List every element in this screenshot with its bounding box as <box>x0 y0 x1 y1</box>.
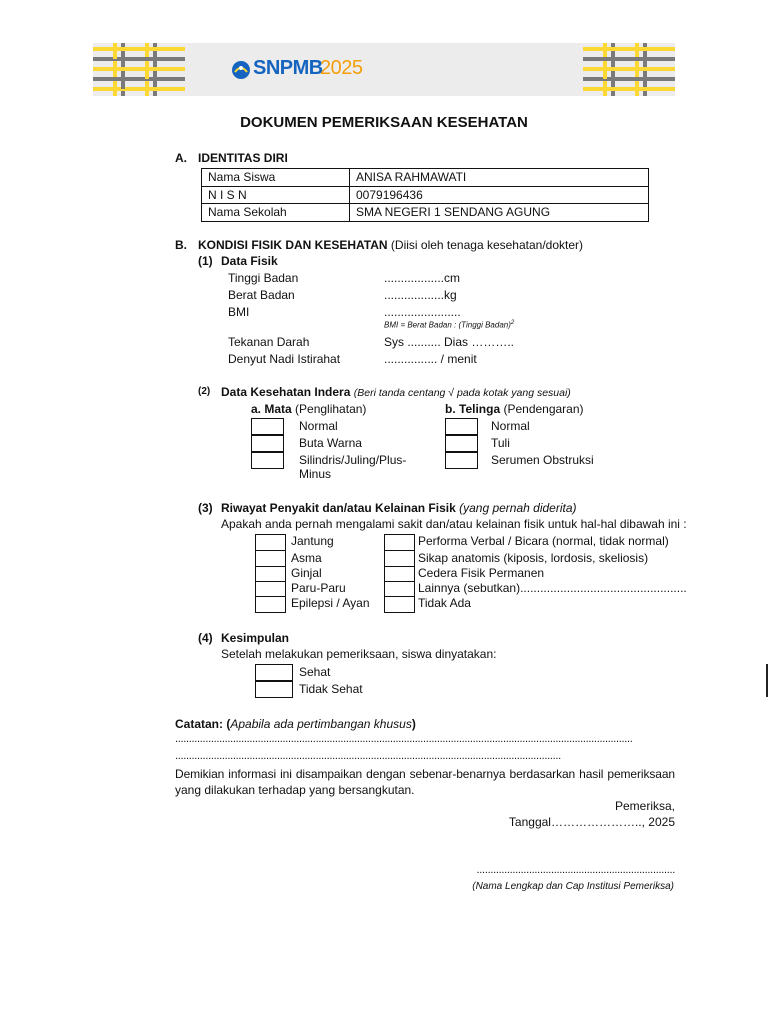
section-a-heading: IDENTITAS DIRI <box>198 151 288 165</box>
riwayat-right-label: Tidak Ada <box>418 596 471 610</box>
performa-verbal-checkbox[interactable] <box>384 534 415 551</box>
fisik-value-field[interactable]: ................ / menit <box>384 352 477 366</box>
logo-year: 2025 <box>320 57 363 79</box>
section-b-header <box>198 238 583 252</box>
indera-num: (2) <box>198 386 211 397</box>
pemeriksa-label: Pemeriksa, <box>614 799 675 813</box>
signature-line[interactable]: ........................................................................ <box>476 864 675 876</box>
asma-checkbox[interactable] <box>255 550 286 567</box>
header-banner <box>93 43 675 96</box>
table-row <box>202 169 649 187</box>
mata-buta-warna-checkbox[interactable] <box>251 435 284 452</box>
riwayat-left-label: Epilepsi / Ayan <box>291 596 370 610</box>
bmi-formula-text: BMI = Berat Badan : (Tinggi Badan) <box>384 320 511 330</box>
identity-value: 0079196436 <box>350 186 649 204</box>
riwayat-right-label: Performa Verbal / Bicara (normal, tidak normal) <box>418 534 669 548</box>
sehat-checkbox[interactable] <box>255 664 293 681</box>
fisik-value-field[interactable]: Sys .......... Dias ……….. <box>384 335 515 349</box>
catatan-header <box>175 717 416 731</box>
jantung-checkbox[interactable] <box>255 534 286 551</box>
fisik-label: Denyut Nadi Istirahat <box>228 352 341 366</box>
telinga-label: b. Telinga <box>445 402 501 416</box>
tanggal-field[interactable]: Tanggal………………….., 2025 <box>508 815 675 829</box>
fisik-label: Berat Badan <box>228 288 295 302</box>
data-fisik-num: (1) <box>198 254 213 268</box>
telinga-tuli-checkbox[interactable] <box>445 435 478 452</box>
identity-table <box>201 168 649 222</box>
catatan-line-2[interactable]: ............................................................................................................................................ <box>175 750 561 762</box>
catatan-label: Catatan: <box>175 717 224 731</box>
section-b-note: (Diisi oleh tenaga kesehatan/dokter) <box>390 238 584 252</box>
mata-sub: (Penglihatan) <box>295 402 367 416</box>
telinga-normal-checkbox[interactable] <box>445 418 478 435</box>
bmi-formula <box>384 320 514 330</box>
riwayat-heading: Riwayat Penyakit dan/atau Kelainan Fisik <box>221 501 456 515</box>
telinga-option-label: Tuli <box>491 436 510 450</box>
indera-header <box>221 385 571 399</box>
mata-silindris-checkbox[interactable] <box>251 452 284 469</box>
table-row <box>202 204 649 222</box>
fisik-value-field[interactable]: ..................kg <box>384 288 457 302</box>
identity-value: SMA NEGERI 1 SENDANG AGUNG <box>350 204 649 222</box>
left-weave-pattern-icon <box>93 43 185 96</box>
right-weave-pattern-icon <box>583 43 675 96</box>
telinga-sub: (Pendengaran) <box>503 402 584 416</box>
telinga-header <box>445 402 584 416</box>
kesimpulan-num: (4) <box>198 631 213 645</box>
logo-text: SNPMB <box>253 57 323 79</box>
table-row <box>202 186 649 204</box>
catatan-paren-open: ( <box>226 717 231 731</box>
fisik-label: Tinggi Badan <box>228 271 299 285</box>
telinga-option-label: Normal <box>491 419 530 433</box>
mata-option-label: Silindris/Juling/Plus- <box>299 453 407 467</box>
signature-caption: (Nama Lengkap dan Cap Institusi Pemeriksa) <box>472 881 674 892</box>
mata-option-label: Buta Warna <box>299 436 362 450</box>
closing-line-1: Demikian informasi ini disampaikan dengan sebenar-benarnya berdasarkan hasil pemeriksaan <box>175 767 675 781</box>
riwayat-left-label: Ginjal <box>291 566 322 580</box>
mata-label: a. Mata <box>251 402 292 416</box>
catatan-note: Apabila ada pertimbangan khusus <box>230 717 412 731</box>
riwayat-note: (yang pernah diderita) <box>459 501 577 515</box>
indera-heading: Data Kesehatan Indera <box>221 385 351 399</box>
tut-wuri-emblem-icon <box>231 60 251 80</box>
bmi-formula-sup: 2 <box>510 320 515 326</box>
identity-label: Nama Sekolah <box>202 204 350 222</box>
mata-header <box>251 402 366 416</box>
mata-option-label: Normal <box>299 419 338 433</box>
kesimpulan-text: Setelah melakukan pemeriksaan, siswa dinyatakan: <box>221 647 497 661</box>
section-b-heading: KONDISI FISIK DAN KESEHATAN <box>198 238 388 252</box>
riwayat-header <box>221 501 577 515</box>
riwayat-num: (3) <box>198 501 213 515</box>
data-fisik-heading: Data Fisik <box>221 254 278 268</box>
riwayat-question: Apakah anda pernah mengalami sakit dan/atau kelainan fisik untuk hal-hal dibawah ini : <box>221 517 687 531</box>
riwayat-right-label: Cedera Fisik Permanen <box>418 566 545 580</box>
fisik-label: BMI <box>228 305 250 319</box>
identity-label: N I S N <box>202 186 350 204</box>
fisik-value-field[interactable]: ..................cm <box>384 271 461 285</box>
riwayat-left-label: Paru-Paru <box>291 581 346 595</box>
section-b-letter: B. <box>175 238 187 252</box>
page-title: DOKUMEN PEMERIKSAAN KESEHATAN <box>240 114 528 131</box>
riwayat-right-label: Lainnya (sebutkan).................................................. <box>418 581 687 595</box>
closing-line-2: yang dilakukan terhadap yang bersangkutan. <box>175 783 415 797</box>
identity-label: Nama Siswa <box>202 169 350 187</box>
catatan-line-1[interactable]: ...................................................................................................................................................................... <box>175 733 633 745</box>
riwayat-left-label: Jantung <box>291 534 334 548</box>
kesimpulan-option-label: Sehat <box>299 665 331 679</box>
riwayat-left-label: Asma <box>291 551 322 565</box>
fisik-value-field[interactable]: ....................... <box>384 305 461 319</box>
mata-option-label: Minus <box>299 467 332 481</box>
telinga-serumen-checkbox[interactable] <box>445 452 478 469</box>
kesimpulan-heading: Kesimpulan <box>221 631 290 645</box>
sikap-anatomis-checkbox[interactable] <box>384 550 415 567</box>
epilepsi-checkbox[interactable] <box>255 596 286 613</box>
riwayat-right-label: Sikap anatomis (kiposis, lordosis, skeliosis) <box>418 551 649 565</box>
tidak-ada-checkbox[interactable] <box>384 596 415 613</box>
section-a-letter: A. <box>175 151 187 165</box>
identity-value: ANISA RAHMAWATI <box>350 169 649 187</box>
fisik-label: Tekanan Darah <box>228 335 310 349</box>
kesimpulan-option-label: Tidak Sehat <box>299 682 363 696</box>
tidak-sehat-checkbox[interactable] <box>255 681 293 698</box>
mata-normal-checkbox[interactable] <box>251 418 284 435</box>
catatan-paren-close: ) <box>411 717 416 731</box>
telinga-option-label: Serumen Obstruksi <box>491 453 594 467</box>
indera-note: (Beri tanda centang √ pada kotak yang sesuai) <box>353 387 571 399</box>
